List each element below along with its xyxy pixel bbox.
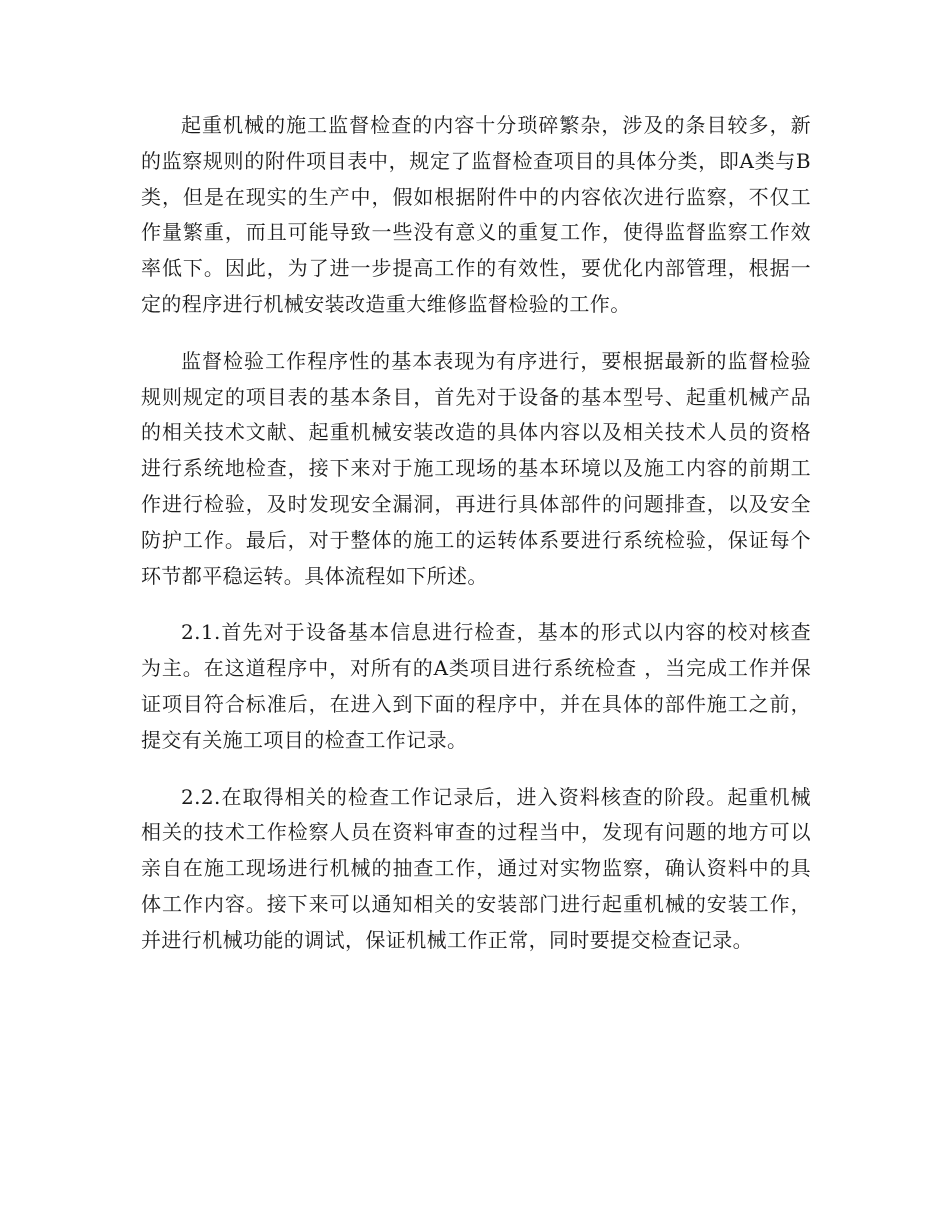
- paragraph-4: 2.2.在取得相关的检查工作记录后，进入资料核查的阶段。起重机械相关的技术工作检察人员在资料审查的过程当中，发现有问题的地方可以亲自在施工现场进行机械的抽查工作，通过对实物监察，确认资料中的具体工作内容。接下来可以通知相关的安装部门进行起重机械的安装工作，并进行机械功能的调试，保证机械工作正常，同时要提交检查记录。: [141, 784, 811, 952]
- paragraph-1: 起重机械的施工监督检查的内容十分琐碎繁杂，涉及的条目较多，新的监察规则的附件项目表中，规定了监督检查项目的具体分类，即A类与B类，但是在现实的生产中，假如根据附件中的内容依次进行监察，不仅工作量繁重，而且可能导致一些没有意义的重复工作，使得监督监察工作效率低下。因此，为了进一步提高工作的有效性，要优化内部管理，根据一定的程序进行机械安装改造重大维修监督检验的工作。: [141, 113, 811, 316]
- paragraph-3: 2.1.首先对于设备基本信息进行检查，基本的形式以内容的校对核查为主。在这道程序中，对所有的A类项目进行系统检查 ，当完成工作并保证项目符合标准后，在进入到下面的程序中，并在具体的部件施工之前，提交有关施工项目的检查工作记录。: [141, 620, 811, 752]
- paragraph-2: 监督检验工作程序性的基本表现为有序进行，要根据最新的监督检验规则规定的项目表的基本条目，首先对于设备的基本型号、起重机械产品的相关技术文献、起重机械安装改造的具体内容以及相关技术人员的资格进行系统地检查，接下来对于施工现场的基本环境以及施工内容的前期工作进行检验，及时发现安全漏洞，再进行具体部件的问题排查，以及安全防护工作。最后，对于整体的施工的运转体系要进行系统检验，保证每个环节都平稳运转。具体流程如下所述。: [141, 348, 811, 588]
- document-body: [141, 108, 811, 980]
